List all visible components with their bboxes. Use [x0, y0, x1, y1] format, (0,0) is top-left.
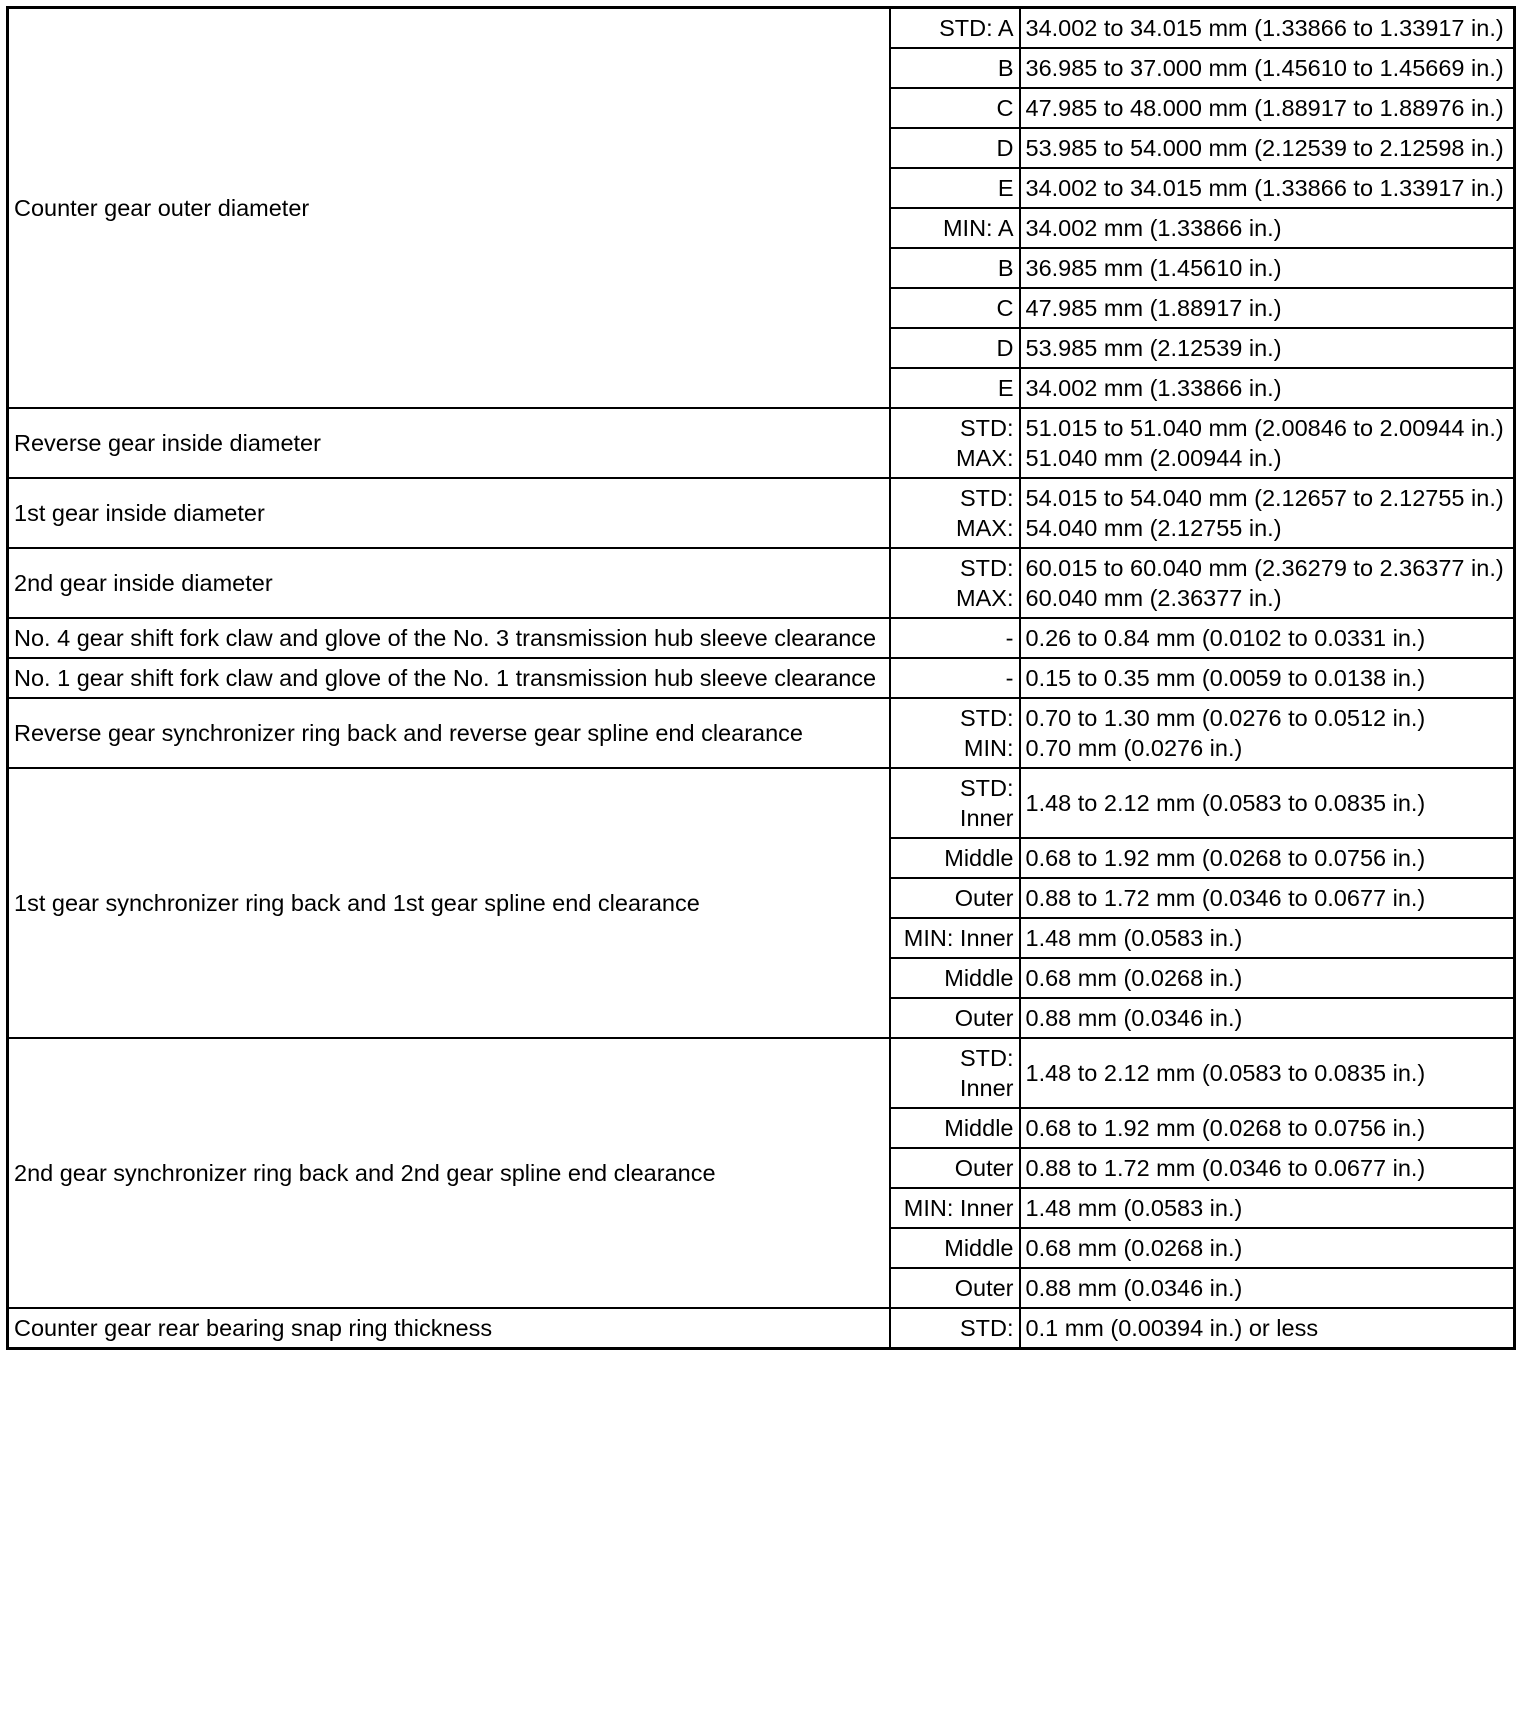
spec-value-cell: 1.48 mm (0.0583 in.): [1020, 918, 1515, 958]
spec-value-cell: 0.88 to 1.72 mm (0.0346 to 0.0677 in.): [1020, 878, 1515, 918]
spec-label: MAX:: [956, 515, 1014, 541]
spec-label-cell: E: [890, 168, 1020, 208]
item-name-cell: Counter gear rear bearing snap ring thickness: [8, 1308, 890, 1349]
table-row: [8, 408, 1515, 478]
spec-label-cell: [890, 548, 1020, 618]
spec-value: 51.040 mm (2.00944 in.): [1025, 445, 1282, 471]
spec-label-cell: [890, 768, 1020, 838]
spec-value-cell: 0.88 mm (0.0346 in.): [1020, 998, 1515, 1038]
spec-value-cell: [1020, 478, 1515, 548]
spec-label: STD:: [959, 415, 1014, 441]
spec-value: 0.70 mm (0.0276 in.): [1025, 735, 1243, 761]
spec-value-cell: [1020, 698, 1515, 768]
table-row: [8, 1038, 1515, 1108]
spec-value-cell: 1.48 mm (0.0583 in.): [1020, 1188, 1515, 1228]
table-row: [8, 658, 1515, 698]
spec-label-cell: D: [890, 328, 1020, 368]
spec-label-cell: [890, 698, 1020, 768]
spec-value-cell: 36.985 mm (1.45610 in.): [1020, 248, 1515, 288]
spec-value-cell: 47.985 mm (1.88917 in.): [1020, 288, 1515, 328]
spec-label-cell: Outer: [890, 878, 1020, 918]
item-name-cell: 1st gear inside diameter: [8, 478, 890, 548]
spec-value-cell: 53.985 to 54.000 mm (2.12539 to 2.12598 in.): [1020, 128, 1515, 168]
spec-value: 54.040 mm (2.12755 in.): [1025, 515, 1282, 541]
spec-label-cell: [890, 1038, 1020, 1108]
spec-value-cell: 34.002 to 34.015 mm (1.33866 to 1.33917 in.): [1020, 168, 1515, 208]
spec-label: STD:: [959, 775, 1014, 801]
item-name-cell: 2nd gear inside diameter: [8, 548, 890, 618]
item-name-cell: Reverse gear inside diameter: [8, 408, 890, 478]
spec-value: 1.48 to 2.12 mm (0.0583 to 0.0835 in.): [1025, 1060, 1426, 1086]
spec-value-cell: 0.68 to 1.92 mm (0.0268 to 0.0756 in.): [1020, 1108, 1515, 1148]
spec-label: STD:: [959, 485, 1014, 511]
spec-label: MIN:: [963, 735, 1014, 761]
spec-label-cell: Middle: [890, 1108, 1020, 1148]
spec-label: Inner: [959, 1075, 1014, 1101]
spec-label-cell: -: [890, 618, 1020, 658]
table-row: [8, 548, 1515, 618]
item-name-cell: Counter gear outer diameter: [8, 8, 890, 409]
spec-label-cell: STD: A: [890, 8, 1020, 49]
item-name-cell: 2nd gear synchronizer ring back and 2nd gear spline end clearance: [8, 1038, 890, 1308]
spec-label-cell: E: [890, 368, 1020, 408]
item-name-cell: 1st gear synchronizer ring back and 1st gear spline end clearance: [8, 768, 890, 1038]
spec-value: 60.015 to 60.040 mm (2.36279 to 2.36377 in.): [1025, 555, 1504, 581]
spec-label-cell: [890, 478, 1020, 548]
spec-value-cell: 34.002 mm (1.33866 in.): [1020, 368, 1515, 408]
spec-value-cell: 36.985 to 37.000 mm (1.45610 to 1.45669 in.): [1020, 48, 1515, 88]
spec-value-cell: 0.68 mm (0.0268 in.): [1020, 1228, 1515, 1268]
table-row: [8, 1308, 1515, 1349]
spec-value: 51.015 to 51.040 mm (2.00846 to 2.00944 in.): [1025, 415, 1504, 441]
spec-label: Inner: [959, 805, 1014, 831]
spec-value: 0.70 to 1.30 mm (0.0276 to 0.0512 in.): [1025, 705, 1426, 731]
spec-label-cell: C: [890, 88, 1020, 128]
spec-value-cell: 0.68 mm (0.0268 in.): [1020, 958, 1515, 998]
spec-label-cell: B: [890, 48, 1020, 88]
spec-value-cell: [1020, 1038, 1515, 1108]
spec-value-cell: [1020, 768, 1515, 838]
spec-value-cell: 0.68 to 1.92 mm (0.0268 to 0.0756 in.): [1020, 838, 1515, 878]
spec-value-cell: [1020, 408, 1515, 478]
spec-label: STD:: [959, 1045, 1014, 1071]
spec-label-cell: MIN: Inner: [890, 918, 1020, 958]
spec-value-cell: 0.1 mm (0.00394 in.) or less: [1020, 1308, 1515, 1349]
spec-value: 60.040 mm (2.36377 in.): [1025, 585, 1282, 611]
spec-value-cell: 34.002 to 34.015 mm (1.33866 to 1.33917 in.): [1020, 8, 1515, 49]
spec-label-cell: [890, 408, 1020, 478]
item-name-cell: No. 1 gear shift fork claw and glove of the No. 1 transmission hub sleeve clearance: [8, 658, 890, 698]
spec-label: MAX:: [956, 445, 1014, 471]
spec-label-cell: Outer: [890, 1268, 1020, 1308]
spec-label-cell: Middle: [890, 1228, 1020, 1268]
spec-value: 54.015 to 54.040 mm (2.12657 to 2.12755 in.): [1025, 485, 1504, 511]
item-name-cell: Reverse gear synchronizer ring back and reverse gear spline end clearance: [8, 698, 890, 768]
spec-label-cell: C: [890, 288, 1020, 328]
spec-label-cell: B: [890, 248, 1020, 288]
spec-value-cell: 0.15 to 0.35 mm (0.0059 to 0.0138 in.): [1020, 658, 1515, 698]
spec-value-cell: 53.985 mm (2.12539 in.): [1020, 328, 1515, 368]
table-row: [8, 768, 1515, 838]
spec-label-cell: Middle: [890, 958, 1020, 998]
spec-value-cell: 34.002 mm (1.33866 in.): [1020, 208, 1515, 248]
spec-table: [6, 6, 1516, 1350]
spec-value-cell: [1020, 548, 1515, 618]
spec-label-cell: Outer: [890, 998, 1020, 1038]
spec-value: 1.48 to 2.12 mm (0.0583 to 0.0835 in.): [1025, 790, 1426, 816]
spec-table-body: [8, 8, 1515, 1349]
table-row: [8, 618, 1515, 658]
table-row: [8, 478, 1515, 548]
spec-label: STD:: [959, 705, 1014, 731]
spec-label-cell: D: [890, 128, 1020, 168]
spec-label-cell: STD:: [890, 1308, 1020, 1349]
spec-value-cell: 0.26 to 0.84 mm (0.0102 to 0.0331 in.): [1020, 618, 1515, 658]
item-name-cell: No. 4 gear shift fork claw and glove of the No. 3 transmission hub sleeve clearance: [8, 618, 890, 658]
spec-label-cell: -: [890, 658, 1020, 698]
table-row: [8, 698, 1515, 768]
spec-label-cell: Middle: [890, 838, 1020, 878]
spec-label-cell: Outer: [890, 1148, 1020, 1188]
spec-label: STD:: [959, 555, 1014, 581]
spec-label-cell: MIN: A: [890, 208, 1020, 248]
spec-value-cell: 47.985 to 48.000 mm (1.88917 to 1.88976 in.): [1020, 88, 1515, 128]
spec-label: MAX:: [956, 585, 1014, 611]
table-row: [8, 8, 1515, 49]
spec-value-cell: 0.88 mm (0.0346 in.): [1020, 1268, 1515, 1308]
spec-value-cell: 0.88 to 1.72 mm (0.0346 to 0.0677 in.): [1020, 1148, 1515, 1188]
spec-label-cell: MIN: Inner: [890, 1188, 1020, 1228]
